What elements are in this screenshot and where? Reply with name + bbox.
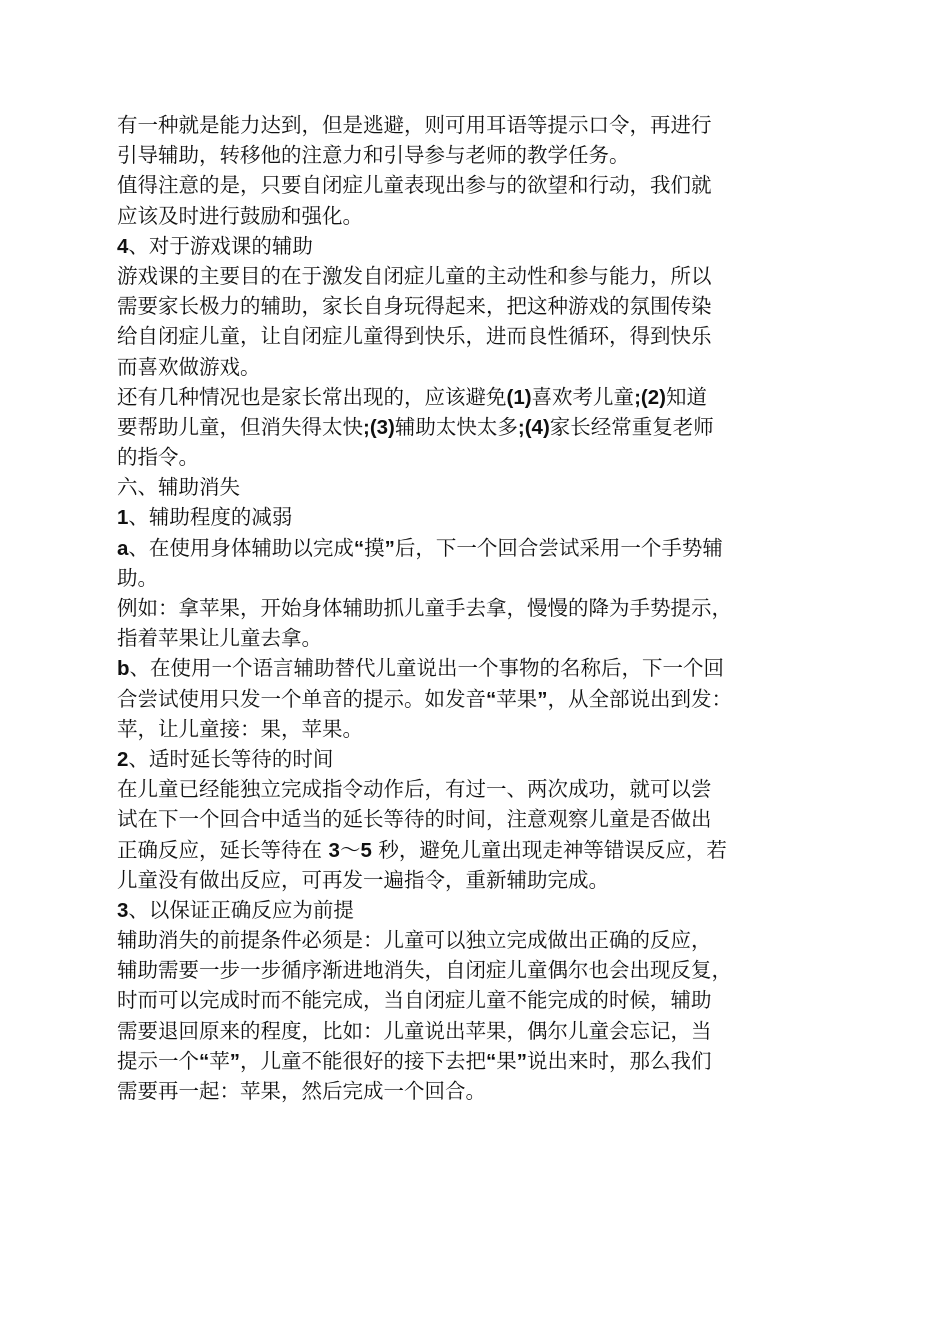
text-line: 例如：拿苹果，开始身体辅助抓儿童手去拿，慢慢的降为手势提示， [117,596,732,620]
text-line: b、在使用一个语言辅助替代儿童说出一个事物的名称后，下一个回 [117,656,725,681]
document-page [117,110,847,1106]
text-line: 需要退回原来的程度，比如：儿童说出苹果，偶尔儿童会忘记，当 [117,1018,712,1043]
text-line: 正确反应，延长等待在 3～5 秒，避免儿童出现走神等错误反应，若 [117,837,727,862]
text-line: 要帮助儿童，但消失得太快;(3)辅助太快太多;(4)家长经常重复老师 [117,414,714,439]
text-line: 的指令。 [117,445,199,470]
text-line: 需要再一起：苹果，然后完成一个回合。 [117,1079,486,1103]
text-line: 引导辅助，转移他的注意力和引导参与老师的教学任务。 [117,143,630,168]
text-line: 合尝试使用只发一个单音的提示。如发音“苹果”，从全部说出到发： [117,686,732,711]
text-line: 4、对于游戏课的辅助 [117,233,313,258]
text-line: 有一种就是能力达到，但是逃避，则可用耳语等提示口令，再进行 [117,113,712,137]
text-line: 六、辅助消失 [117,475,240,500]
text-line: 辅助需要一步一步循序渐进地消失，自闭症儿童偶尔也会出现反复， [117,958,732,983]
text-line: 游戏课的主要目的在于激发自闭症儿童的主动性和参与能力，所以 [117,263,712,288]
text-line: 应该及时进行鼓励和强化。 [117,203,363,228]
text-line: 2、适时延长等待的时间 [117,746,334,771]
text-line: 苹，让儿童接：果，苹果。 [117,716,363,741]
text-line: 提示一个“苹”，儿童不能很好的接下去把“果”说出来时，那么我们 [117,1048,712,1073]
text-line: 而喜欢做游戏。 [117,354,261,379]
text-line: a、在使用身体辅助以完成“摸”后，下一个回合尝试采用一个手势辅 [117,535,723,560]
text-line: 3、以保证正确反应为前提 [117,897,354,922]
text-line: 助。 [117,565,158,590]
text-line: 值得注意的是，只要自闭症儿童表现出参与的欲望和行动，我们就 [117,173,712,198]
text-line: 需要家长极力的辅助，家长自身玩得起来，把这种游戏的氛围传染 [117,294,712,319]
text-line: 儿童没有做出反应，可再发一遍指令，重新辅助完成。 [117,867,609,892]
text-line: 还有几种情况也是家长常出现的，应该避免(1)喜欢考儿童;(2)知道 [117,384,707,409]
text-line: 辅助消失的前提条件必须是：儿童可以独立完成做出正确的反应， [117,928,712,953]
text-line: 在儿童已经能独立完成指令动作后，有过一、两次成功，就可以尝 [117,777,712,802]
text-line: 给自闭症儿童，让自闭症儿童得到快乐，进而良性循环，得到快乐 [117,324,712,349]
text-line: 时而可以完成时而不能完成，当自闭症儿童不能完成的时候，辅助 [117,988,712,1013]
text-line: 1、辅助程度的减弱 [117,505,293,530]
text-line: 指着苹果让儿童去拿。 [117,626,322,651]
text-line: 试在下一个回合中适当的延长等待的时间，注意观察儿童是否做出 [117,807,712,832]
